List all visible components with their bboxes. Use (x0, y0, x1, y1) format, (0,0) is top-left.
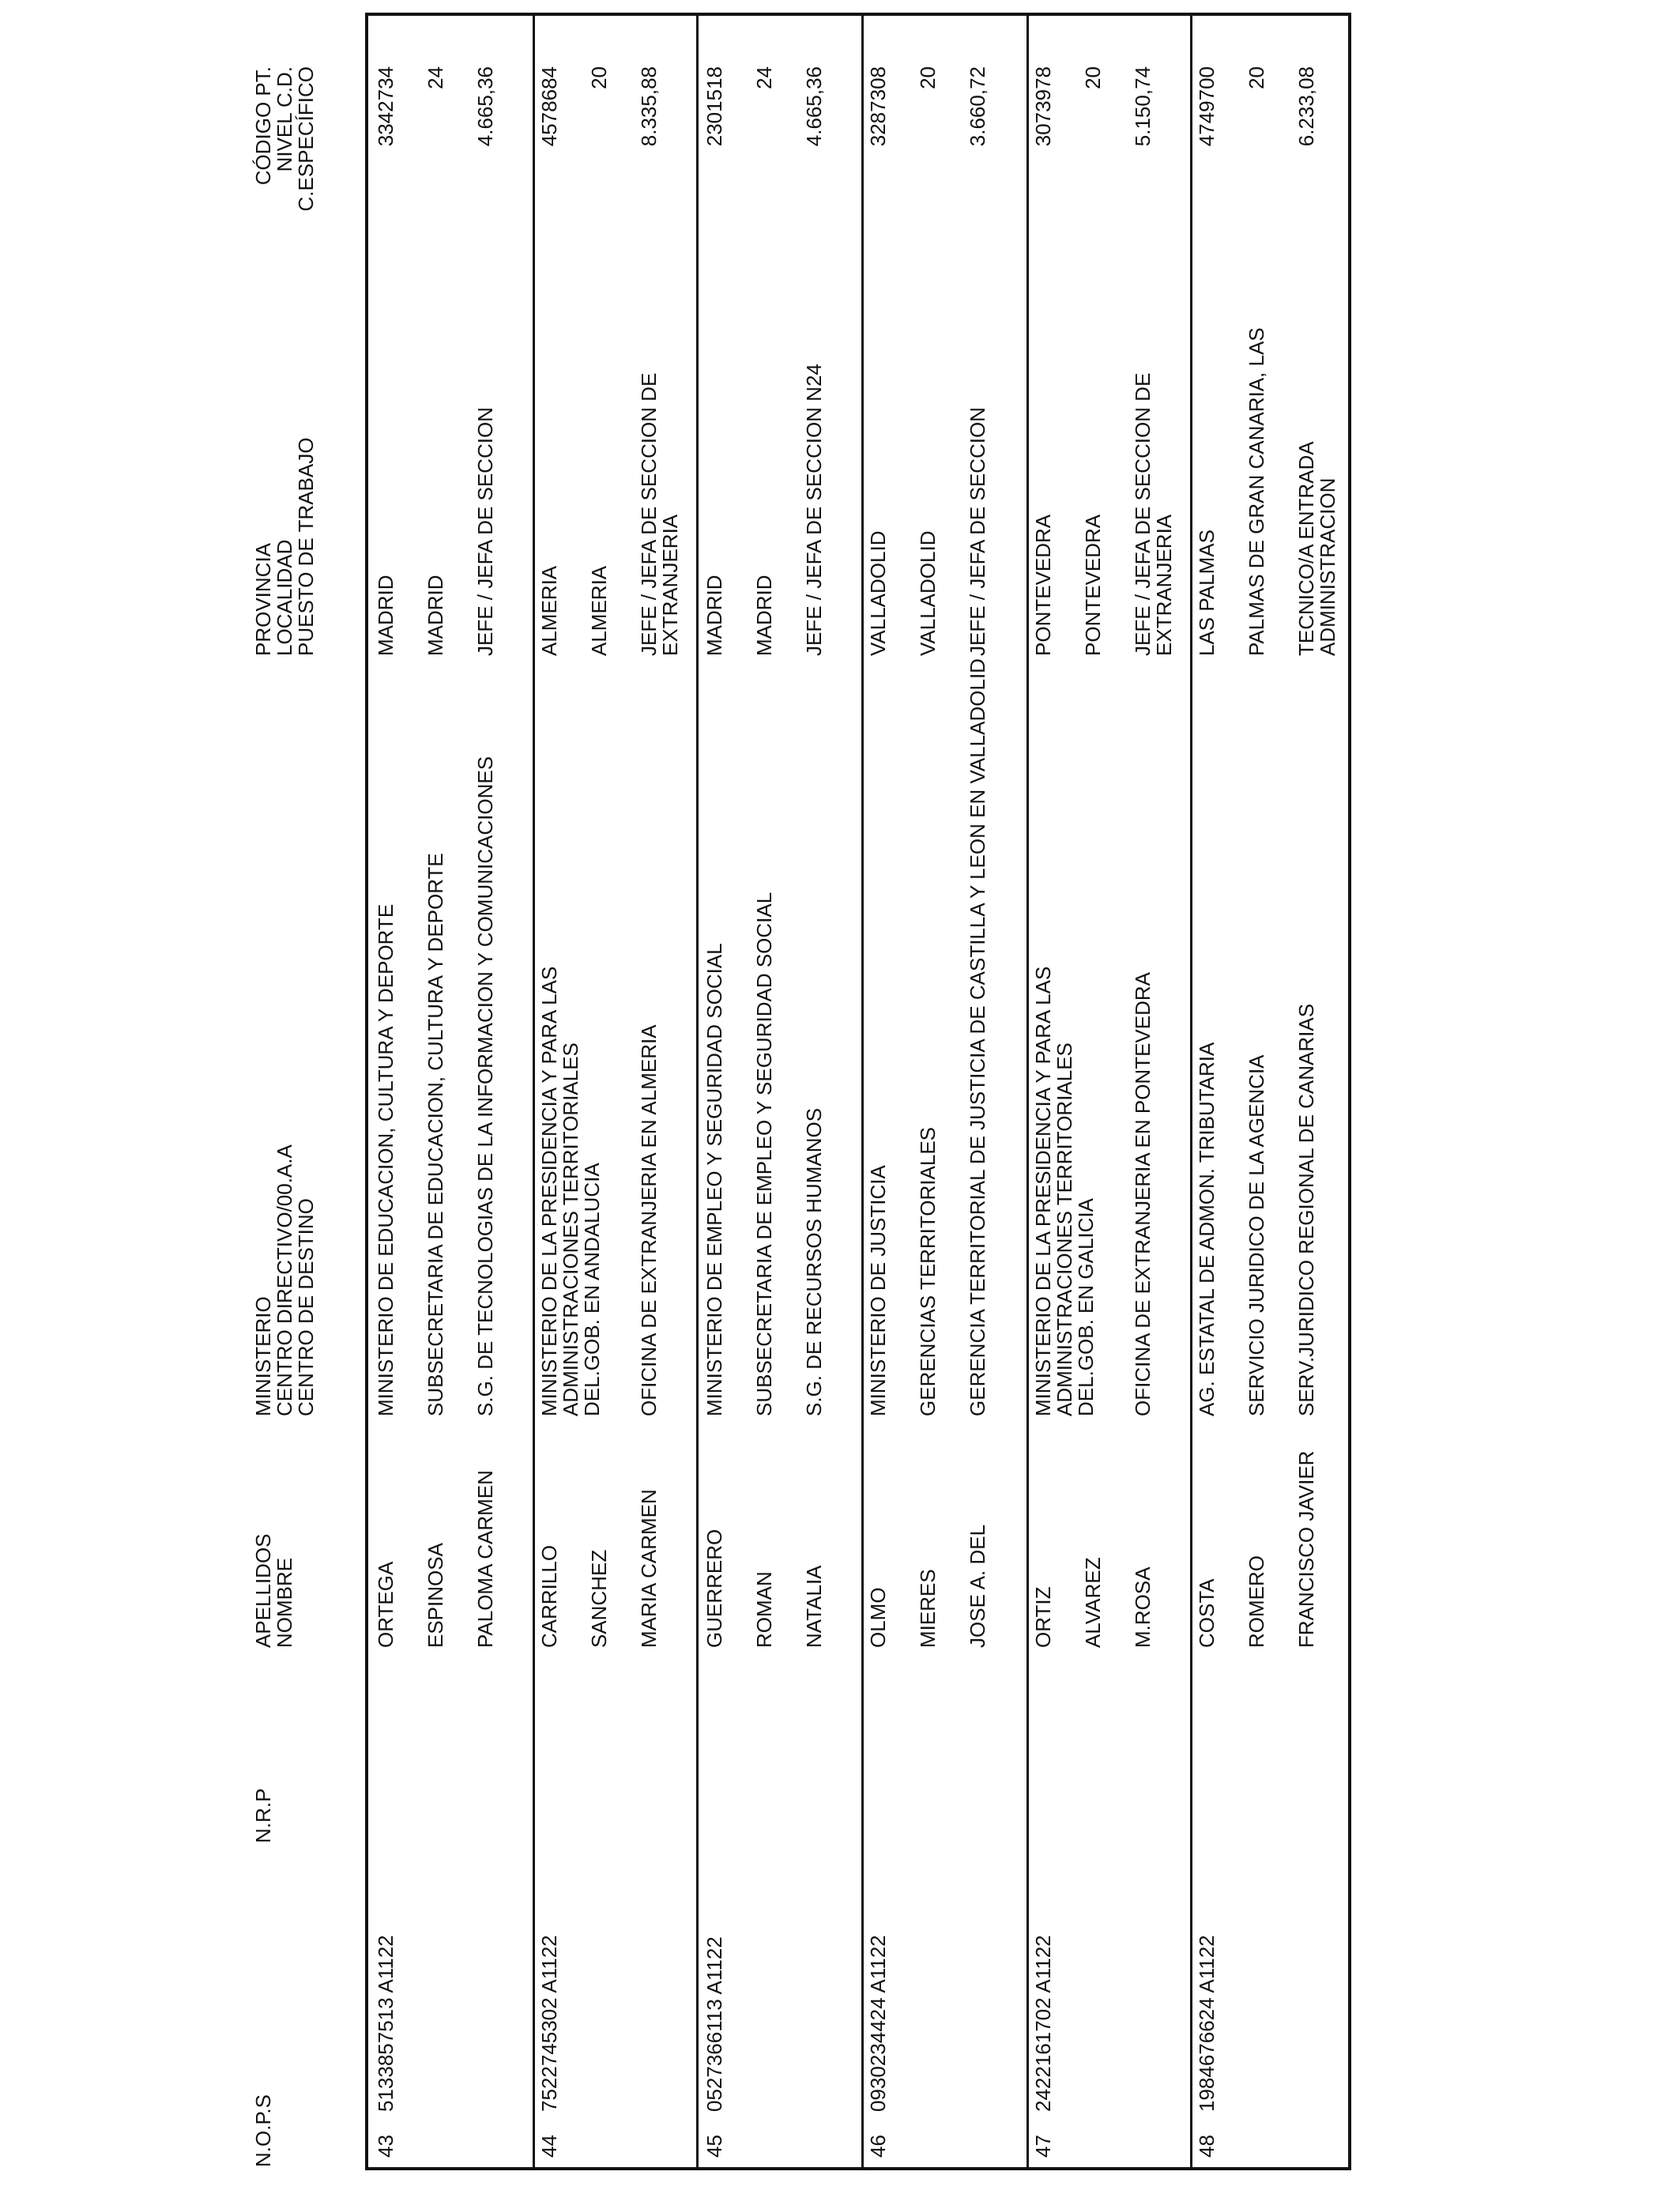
row-apellido1: CARRILLO (537, 1544, 561, 1648)
row-puesto: JEFE / JEFA DE SECCION N24 (802, 364, 826, 656)
row-nrp: 7522745302 A1122 (537, 1935, 561, 2112)
row-nivel: 20 (1081, 66, 1105, 89)
row-separator (861, 13, 864, 2170)
row-localidad: PALMAS DE GRAN CANARIA, LAS (1245, 327, 1268, 656)
row-especifico: 4.665,36 (473, 66, 497, 147)
row-especifico: 3.660,72 (966, 66, 989, 147)
row-nivel: 20 (1245, 66, 1268, 89)
row-provincia: MADRID (703, 575, 726, 656)
row-apellido2: ROMAN (752, 1571, 776, 1648)
row-apellido1: GUERRERO (703, 1529, 726, 1648)
row-apellido1: OLMO (866, 1587, 890, 1648)
row-provincia: LAS PALMAS (1195, 530, 1219, 656)
row-codigo: 2301518 (703, 66, 726, 147)
row-centro-destino: SERV.JURIDICO REGIONAL DE CANARIAS (1294, 1003, 1318, 1416)
row-provincia: MADRID (374, 575, 397, 656)
row-centro-directivo: DEL.GOB. EN GALICIA (1074, 1198, 1098, 1416)
row-centro-destino: S.G. DE TECNOLOGIAS DE LA INFORMACION Y COMUNICACIONES (473, 756, 497, 1416)
row-apellido2: MIERES (916, 1569, 940, 1648)
row-ministerio: MINISTERIO DE LA PRESIDENCIA Y PARA LAS ADMINISTRACIONES TERRITORIALES (1031, 966, 1076, 1416)
header-provincia: PROVINCIA LOCALIDAD PUESTO DE TRABAJO (251, 437, 318, 656)
row-centro-destino: S.G. DE RECURSOS HUMANOS (802, 1107, 826, 1416)
row-apellido2: SANCHEZ (587, 1549, 611, 1648)
row-centro-directivo: SUBSECRETARIA DE EMPLEO Y SEGURIDAD SOCIAL (752, 892, 776, 1416)
row-ministerio: AG. ESTATAL DE ADMON. TRIBUTARIA (1195, 1042, 1219, 1416)
row-codigo: 3342734 (374, 66, 397, 147)
row-separator (1026, 13, 1029, 2170)
row-nombre: FRANCISCO JAVIER (1294, 1450, 1318, 1648)
row-nivel: 24 (752, 66, 776, 89)
row-provincia: VALLADOLID (866, 530, 890, 656)
row-puesto: JEFE / JEFA DE SECCION DE EXTRANJERIA (1131, 372, 1176, 656)
row-puesto: JEFE / JEFA DE SECCION (473, 407, 497, 656)
row-ministerio: MINISTERIO DE EMPLEO Y SEGURIDAD SOCIAL (703, 943, 726, 1416)
row-codigo: 4749700 (1195, 66, 1219, 147)
row-especifico: 5.150,74 (1131, 66, 1155, 147)
row-centro-directivo: SERVICIO JURIDICO DE LA AGENCIA (1245, 1054, 1268, 1416)
row-separator (533, 13, 535, 2170)
row-centro-directivo: DEL.GOB. EN ANDALUCIA (580, 1163, 604, 1416)
row-provincia: PONTEVEDRA (1031, 514, 1055, 656)
row-nrp: 5133857513 A1122 (374, 1935, 397, 2112)
row-nrp: 0527366113 A1122 (703, 1936, 726, 2112)
row-nivel: 20 (916, 66, 940, 89)
row-nrp: 1984676624 A1122 (1195, 1935, 1219, 2112)
row-localidad: VALLADOLID (916, 530, 940, 656)
row-nops: 45 (703, 2135, 726, 2158)
row-centro-directivo: GERENCIAS TERRITORIALES (916, 1126, 940, 1416)
row-provincia: ALMERIA (537, 565, 561, 656)
row-nops: 48 (1195, 2135, 1219, 2158)
row-apellido1: ORTIZ (1031, 1586, 1055, 1648)
row-localidad: MADRID (752, 575, 776, 656)
row-codigo: 3073978 (1031, 66, 1055, 147)
row-nombre: MARIA CARMEN (637, 1489, 661, 1648)
row-nombre: PALOMA CARMEN (473, 1470, 497, 1648)
row-puesto: JEFE / JEFA DE SECCION DE EXTRANJERIA (637, 372, 682, 656)
header-ministerio: MINISTERIO CENTRO DIRECTIVO/00.A.A CENTRO DE DESTINO (251, 1144, 318, 1416)
row-centro-directivo: SUBSECRETARIA DE EDUCACION, CULTURA Y DEPORTE (424, 853, 447, 1416)
header-apellidos-nombre: APELLIDOS NOMBRE (251, 1533, 296, 1648)
row-ministerio: MINISTERIO DE LA PRESIDENCIA Y PARA LAS ADMINISTRACIONES TERRITORIALES (537, 966, 582, 1416)
row-apellido1: ORTEGA (374, 1561, 397, 1648)
row-apellido2: ALVAREZ (1081, 1557, 1105, 1648)
row-localidad: MADRID (424, 575, 447, 656)
row-localidad: PONTEVEDRA (1081, 514, 1105, 656)
row-especifico: 4.665,36 (802, 66, 826, 147)
row-nombre: NATALIA (802, 1565, 826, 1648)
row-nops: 44 (537, 2135, 561, 2158)
row-ministerio: MINISTERIO DE EDUCACION, CULTURA Y DEPORTE (374, 903, 397, 1416)
row-puesto: TECNICO/A ENTRADA ADMINISTRACION (1294, 442, 1339, 656)
row-separator (1190, 13, 1192, 2170)
row-nivel: 20 (587, 66, 611, 89)
row-nivel: 24 (424, 66, 447, 89)
row-especifico: 8.335,88 (637, 66, 661, 147)
row-nombre: M.ROSA (1131, 1566, 1155, 1648)
header-codigo: CÓDIGO PT. NIVEL C.D. C.ESPECÍFICO (251, 66, 318, 212)
row-especifico: 6.233,08 (1294, 66, 1318, 147)
row-codigo: 3287308 (866, 66, 890, 147)
row-apellido2: ROMERO (1245, 1555, 1268, 1648)
header-nops: N.O.P.S (251, 2094, 275, 2167)
row-codigo: 4578684 (537, 66, 561, 147)
header-nrp: N.R.P (251, 1788, 275, 1843)
row-nrp: 0930234424 A1122 (866, 1935, 890, 2112)
row-apellido2: ESPINOSA (424, 1543, 447, 1648)
row-centro-destino: GERENCIA TERRITORIAL DE JUSTICIA DE CASTILLA Y LEON EN VALLADOLID (966, 658, 989, 1416)
row-nombre: JOSE A. DEL (966, 1524, 989, 1648)
row-centro-destino: OFICINA DE EXTRANJERIA EN ALMERIA (637, 1024, 661, 1416)
row-puesto: JEFE / JEFA DE SECCION (966, 407, 989, 656)
row-nrp: 2422161702 A1122 (1031, 1935, 1055, 2112)
row-centro-destino: OFICINA DE EXTRANJERIA EN PONTEVEDRA (1131, 972, 1155, 1416)
row-apellido1: COSTA (1195, 1578, 1219, 1648)
row-localidad: ALMERIA (587, 565, 611, 656)
row-ministerio: MINISTERIO DE JUSTICIA (866, 1165, 890, 1416)
row-nops: 43 (374, 2135, 397, 2158)
row-nops: 47 (1031, 2135, 1055, 2158)
row-separator (696, 13, 699, 2170)
row-nops: 46 (866, 2135, 890, 2158)
